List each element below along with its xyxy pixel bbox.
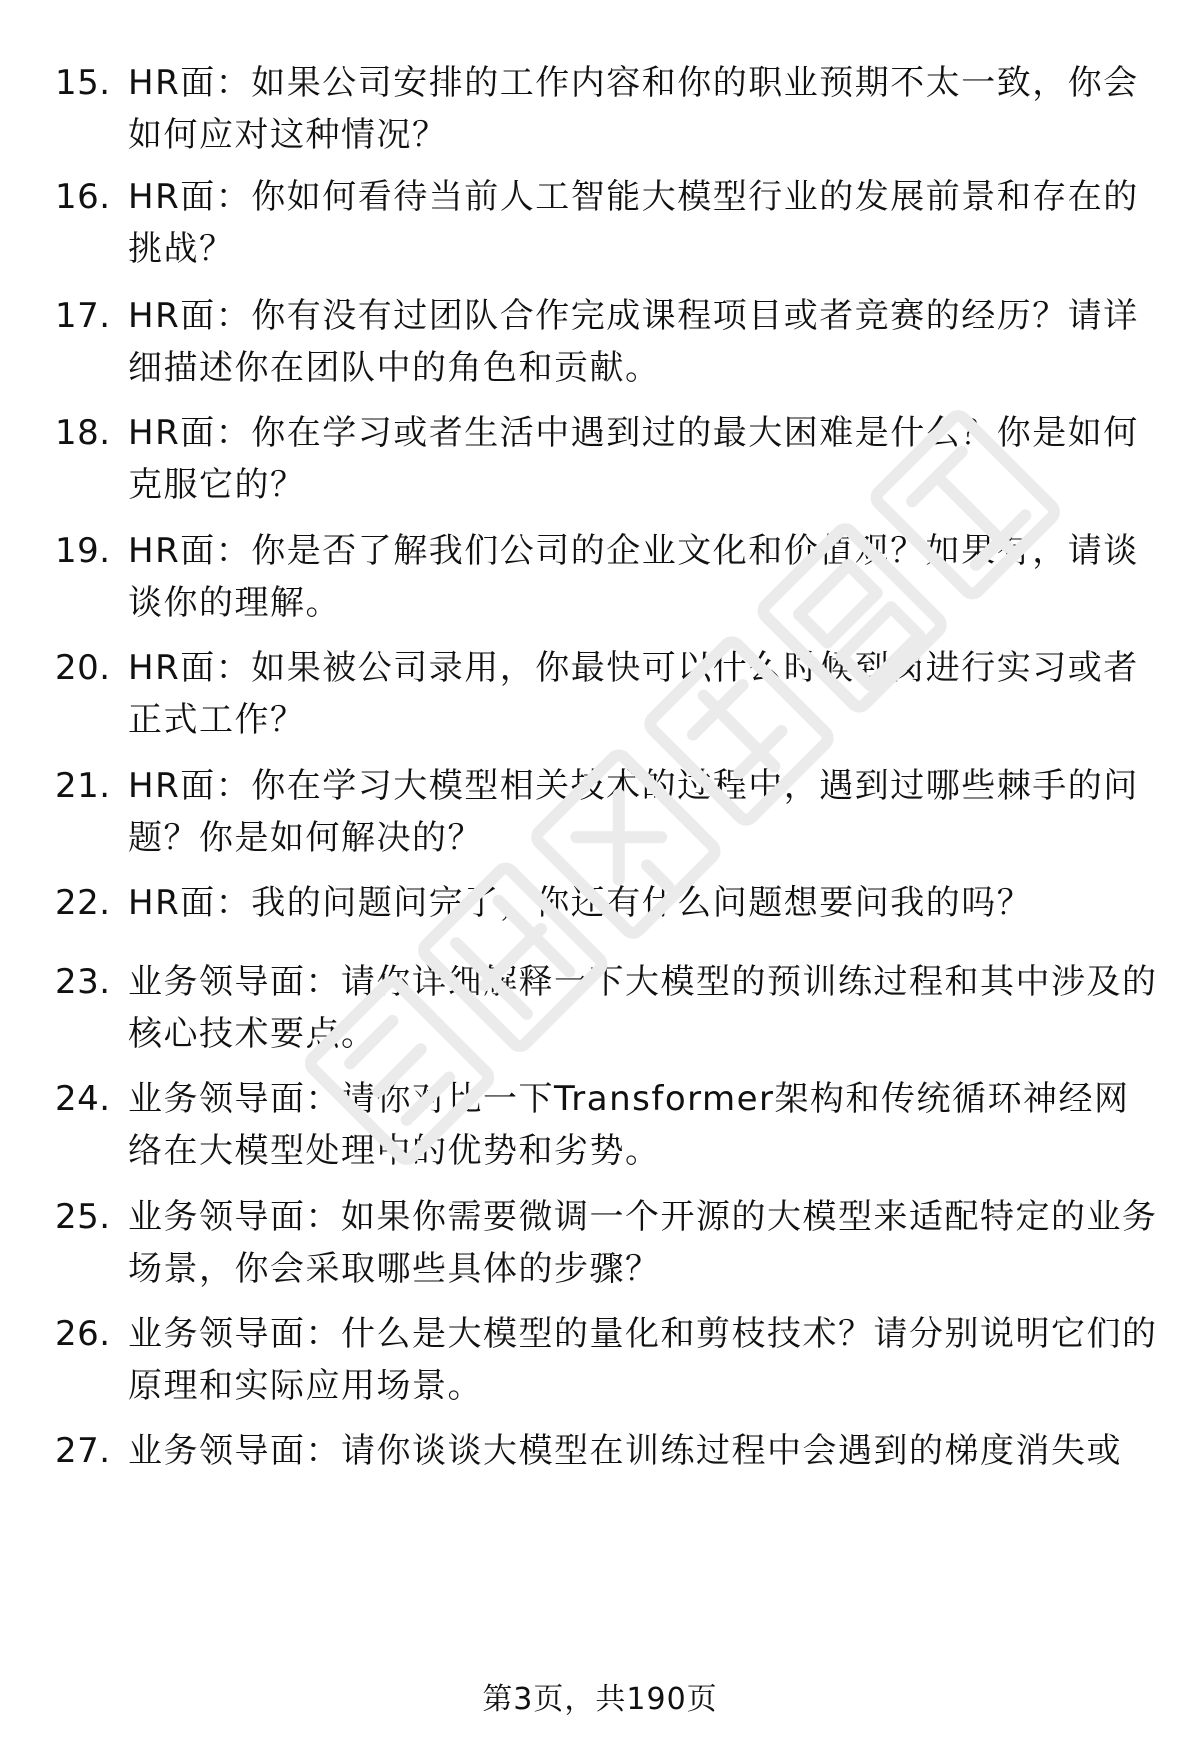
question-number: 25.	[55, 1197, 111, 1237]
question-number: 24.	[55, 1079, 111, 1119]
question-number: 22.	[55, 883, 111, 923]
question-number: 16.	[55, 177, 111, 217]
question-text: HR面：你有没有过团队合作完成课程项目或者竞赛的经历？请详细描述你在团队中的角色和贡献。	[128, 296, 1139, 388]
question-text: HR面：你在学习或者生活中遇到过的最大困难是什么？你是如何克服它的？	[128, 413, 1139, 505]
question-number: 26.	[55, 1314, 111, 1354]
question-text: HR面：你是否了解我们公司的企业文化和价值观？如果有，请谈谈你的理解。	[128, 531, 1139, 623]
question-text: 业务领导面：请你详细解释一下大模型的预训练过程和其中涉及的核心技术要点。	[128, 962, 1158, 1054]
question-number: 18.	[55, 413, 111, 453]
page-number-footer: 第3页，共190页	[482, 1682, 718, 1717]
question-text: 业务领导面：请你谈谈大模型在训练过程中会遇到的梯度消失或	[128, 1431, 1122, 1471]
question-text: HR面：你如何看待当前人工智能大模型行业的发展前景和存在的挑战？	[128, 177, 1139, 269]
question-number: 21.	[55, 766, 111, 806]
question-number: 20.	[55, 648, 111, 688]
question-number: 27.	[55, 1431, 111, 1471]
question-text: HR面：如果被公司录用，你最快可以什么时候到岗进行实习或者正式工作？	[128, 648, 1139, 740]
question-number: 17.	[55, 296, 111, 336]
question-text: 业务领导面：如果你需要微调一个开源的大模型来适配特定的业务场景，你会采取哪些具体的步骤？	[128, 1197, 1158, 1289]
question-number: 23.	[55, 962, 111, 1002]
question-text: HR面：我的问题问完了，你还有什么问题想要问我的吗？	[128, 883, 1033, 923]
question-text: HR面：你在学习大模型相关技术的过程中，遇到过哪些棘手的问题？你是如何解决的？	[128, 766, 1139, 858]
question-text: 业务领导面：什么是大模型的量化和剪枝技术？请分别说明它们的原理和实际应用场景。	[128, 1314, 1158, 1406]
question-text: HR面：如果公司安排的工作内容和你的职业预期不太一致，你会如何应对这种情况？	[128, 63, 1139, 155]
question-text: 业务领导面：请你对比一下Transformer架构和传统循环神经网络在大模型处理中的优势和劣势。	[128, 1079, 1130, 1171]
question-number: 15.	[55, 63, 111, 103]
question-number: 19.	[55, 531, 111, 571]
